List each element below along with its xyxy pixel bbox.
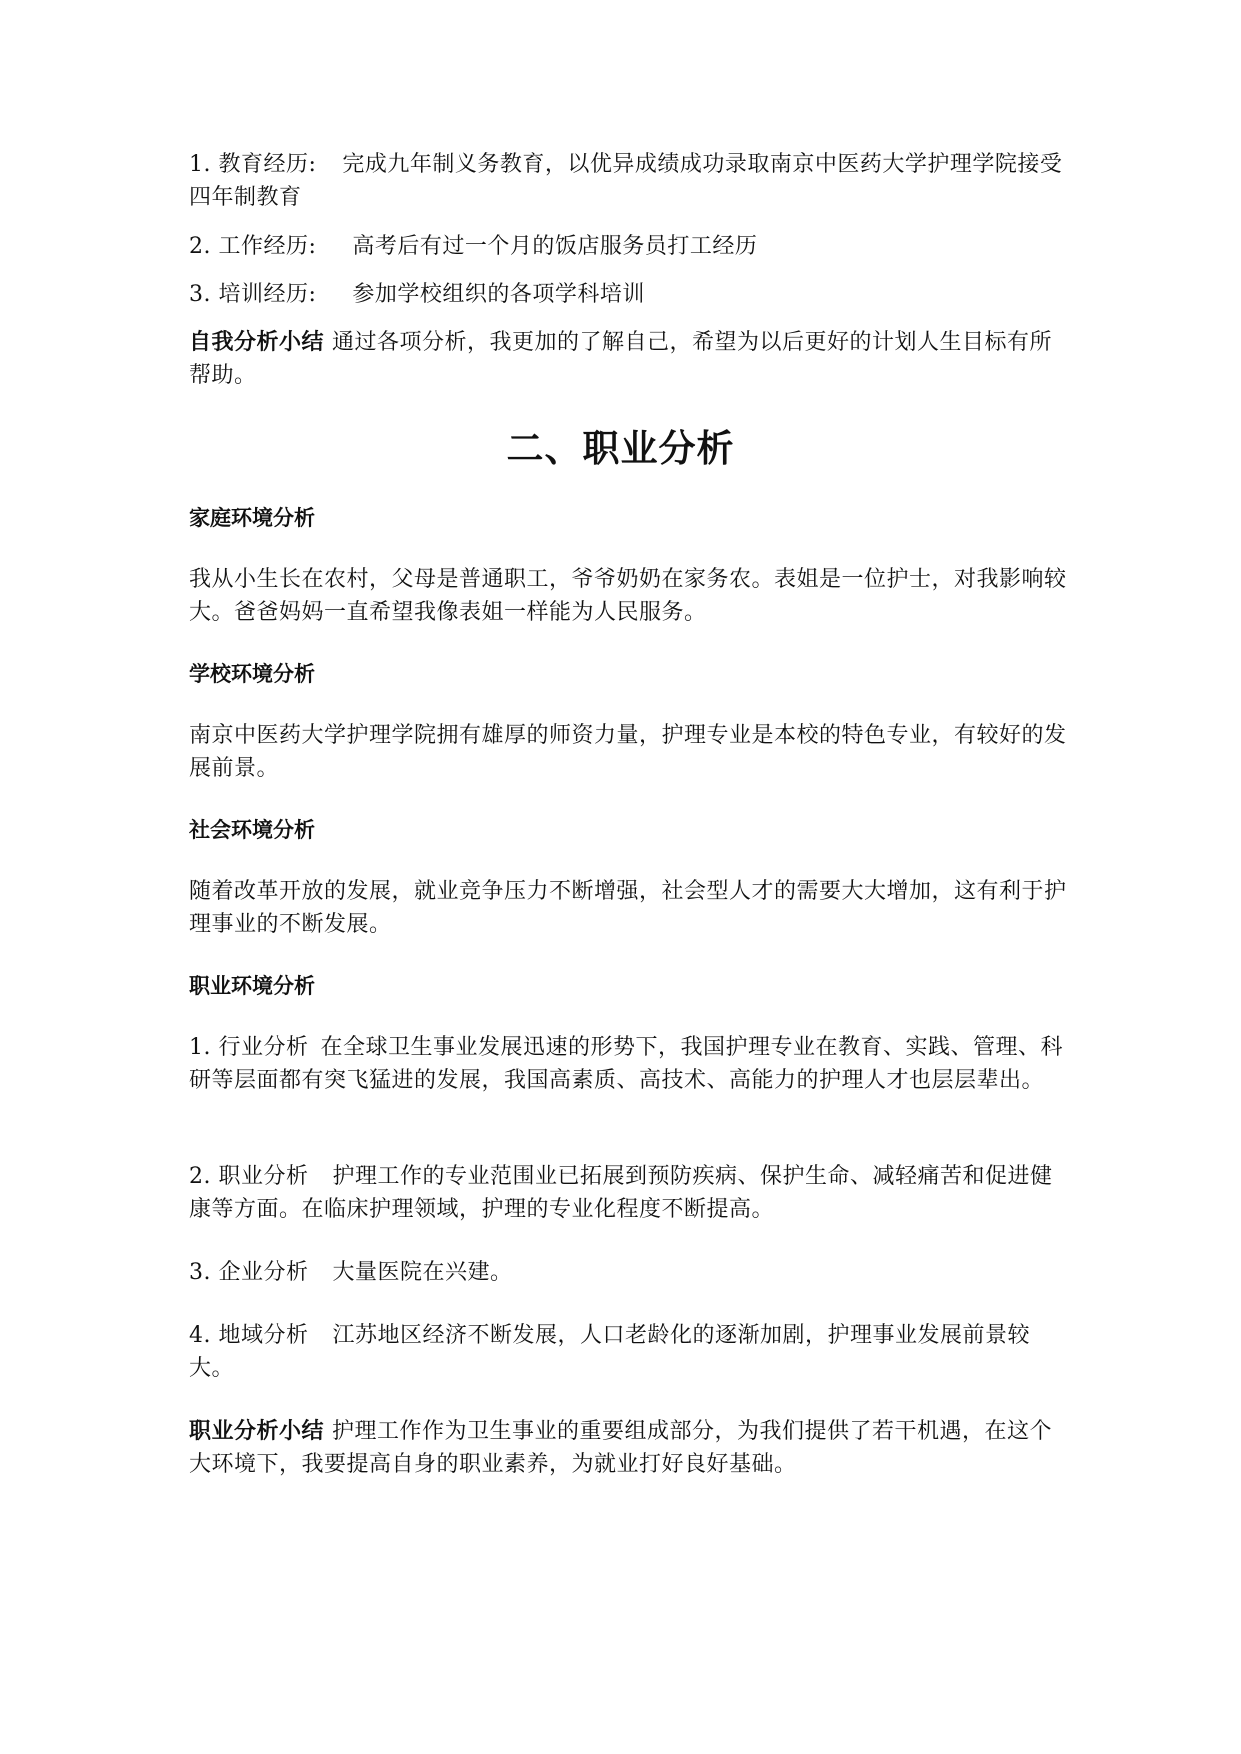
career-summary-text: 护理工作作为卫生事业的重要组成部分，为我们提供了若干机遇，在这个大环境下，我要提高自身的职业素养，为就业打好良好基础。: [189, 1419, 1053, 1477]
education-label: 1. 教育经历:: [189, 152, 317, 177]
region-analysis-text: 江苏地区经济不断发展，人口老龄化的逐渐加剧，护理事业发展前景较大。: [189, 1323, 1030, 1381]
career-heading: 职业环境分析: [189, 974, 315, 998]
training-paragraph: [189, 278, 1069, 311]
work-paragraph: [189, 230, 1069, 263]
society-paragraph: 随着改革开放的发展，就业竞争压力不断增强，社会型人才的需要大大增加，这有利于护理事业的不断发展。: [189, 879, 1067, 937]
school-paragraph: 南京中医药大学护理学院拥有雄厚的师资力量，护理专业是本校的特色专业，有较好的发展前景。: [189, 723, 1067, 781]
work-text: 高考后有过一个月的饭店服务员打工经历: [352, 234, 758, 259]
enterprise-analysis-text: 大量医院在兴建。: [332, 1260, 513, 1285]
self-summary-label: 自我分析小结: [189, 330, 325, 355]
region-analysis-paragraph: [189, 1319, 1069, 1385]
industry-analysis-text: 在全球卫生事业发展迅速的形势下，我国护理专业在教育、实践、管理、科研等层面都有突飞猛进的发展，我国高素质、高技术、高能力的护理人才也层层辈出。: [189, 1035, 1063, 1093]
occupation-analysis-paragraph: [189, 1160, 1069, 1226]
industry-analysis-paragraph: [189, 1031, 1069, 1097]
training-text: 参加学校组织的各项学科培训: [352, 282, 645, 307]
self-summary-text: 通过各项分析，我更加的了解自己，希望为以后更好的计划人生目标有所帮助。: [189, 330, 1053, 388]
region-analysis-label: 4. 地域分析: [189, 1323, 309, 1348]
education-paragraph: [189, 148, 1069, 214]
training-label: 3. 培训经历:: [189, 282, 317, 307]
enterprise-analysis-label: 3. 企业分析: [189, 1260, 309, 1285]
work-label: 2. 工作经历:: [189, 234, 317, 259]
enterprise-analysis-paragraph: [189, 1256, 1069, 1289]
school-heading: 学校环境分析: [189, 662, 315, 686]
industry-analysis-label: 1. 行业分析: [189, 1035, 309, 1060]
career-summary-paragraph: [189, 1415, 1069, 1481]
occupation-analysis-text: 护理工作的专业范围业已拓展到预防疾病、保护生命、减轻痛苦和促进健康等方面。在临床护理领域，护理的专业化程度不断提高。: [189, 1164, 1053, 1222]
self-summary-paragraph: [189, 326, 1069, 392]
career-summary-label: 职业分析小结: [189, 1419, 325, 1444]
education-text: 完成九年制义务教育，以优异成绩成功录取南京中医药大学护理学院接受四年制教育: [189, 152, 1063, 210]
society-heading: 社会环境分析: [189, 818, 315, 842]
occupation-analysis-label: 2. 职业分析: [189, 1164, 309, 1189]
family-paragraph: 我从小生长在农村，父母是普通职工，爷爷奶奶在家务农。表姐是一位护士，对我影响较大。爸爸妈妈一直希望我像表姐一样能为人民服务。: [189, 567, 1067, 625]
family-heading: 家庭环境分析: [189, 506, 315, 530]
section-title: 二、职业分析: [506, 427, 735, 470]
